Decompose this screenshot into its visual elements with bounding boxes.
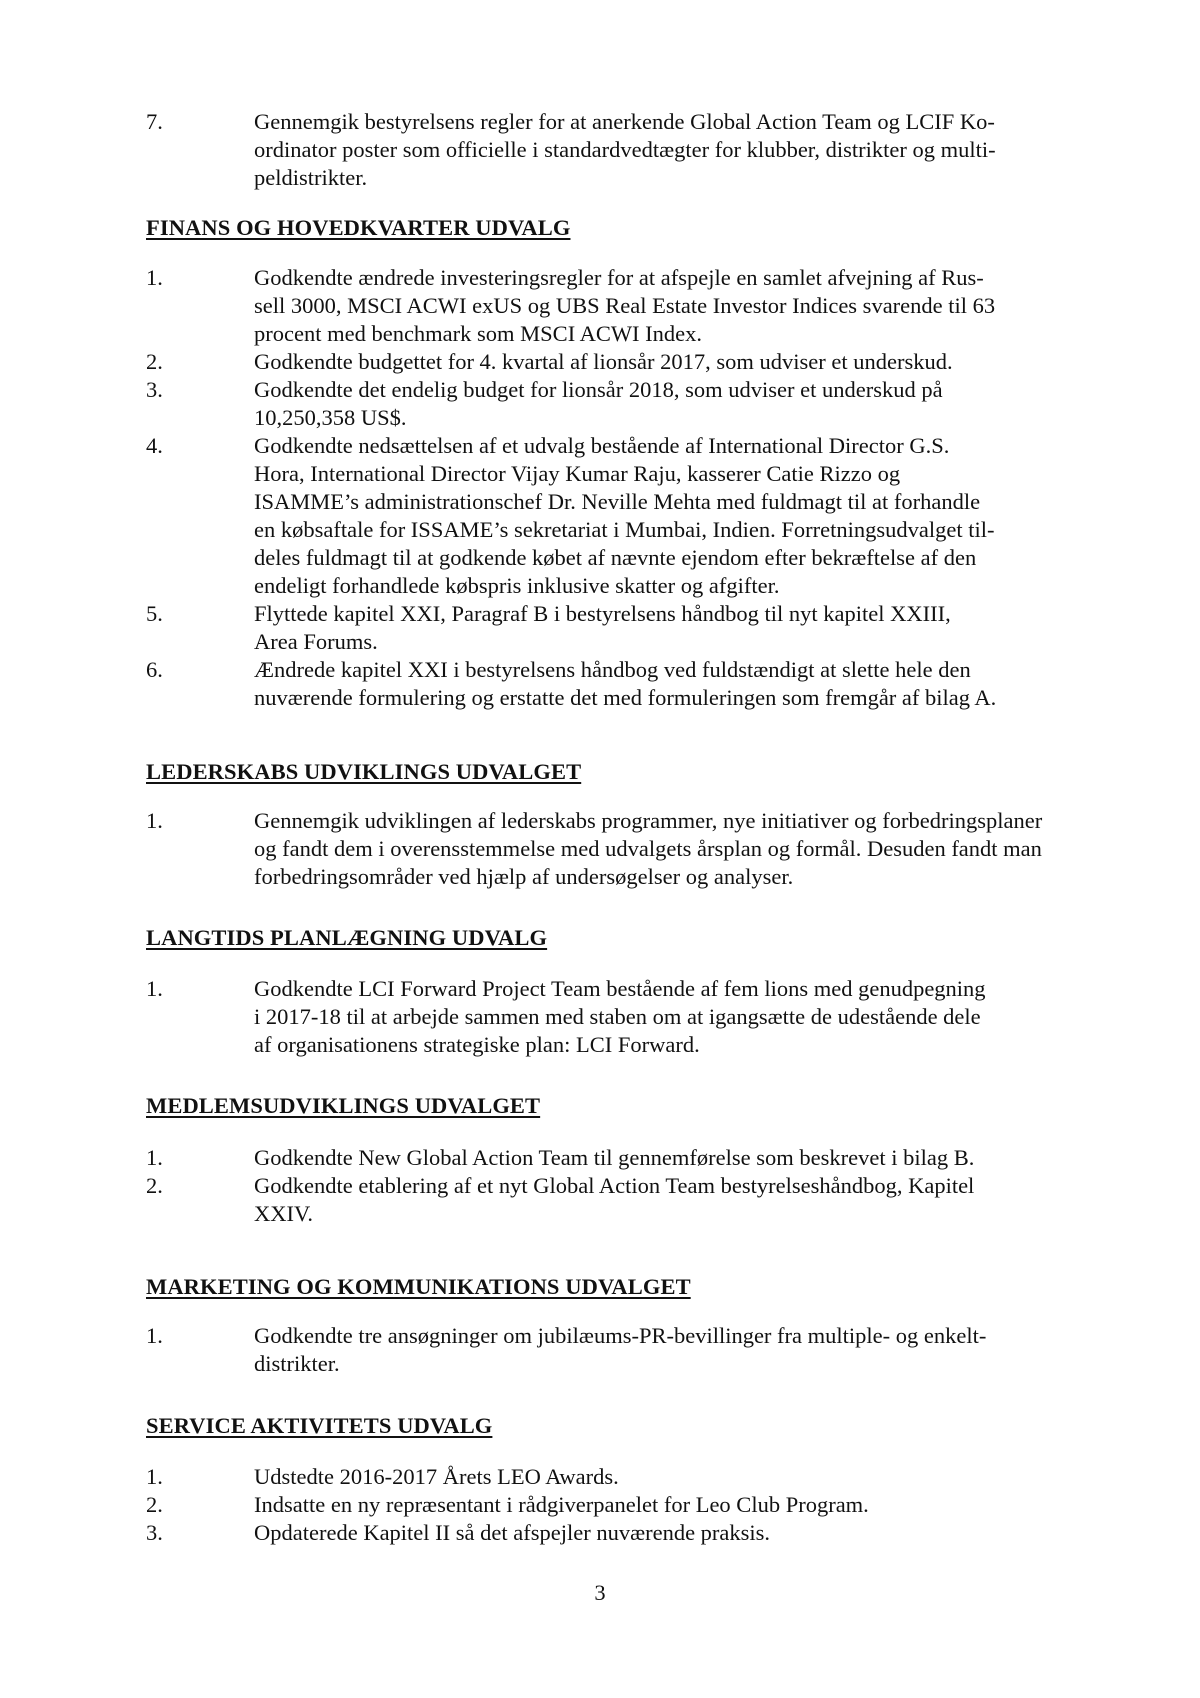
item-number: 5. <box>146 601 163 626</box>
item-text: Godkendte ændrede investeringsregler for at afspejle en samlet afvejning af Rus- sell 3000, MSCI ACWI exUS og UBS Real Estate Investor Indices svarende til 63 procent med benchmark som MSCI ACWI Index. <box>254 265 996 346</box>
item-number: 3. <box>146 1520 163 1545</box>
section-heading-medlems: MEDLEMSUDVIKLINGS UDVALGET <box>146 1093 541 1118</box>
item-text: Godkendte budgettet for 4. kvartal af lionsår 2017, som udviser et underskud. <box>254 349 953 374</box>
item-number: 1. <box>146 1323 163 1348</box>
item-text: Godkendte LCI Forward Project Team bestående af fem lions med genudpegning i 2017-18 til at arbejde sammen med staben om at igangsætte de udestående dele af organisationens strategiske plan: LCI Forward. <box>254 976 986 1057</box>
item-text: Flyttede kapitel XXI, Paragraf B i bestyrelsens håndbog til nyt kapitel XXIII, Area Forums. <box>254 601 951 654</box>
section-heading-service: SERVICE AKTIVITETS UDVALG <box>146 1413 493 1438</box>
item-number: 3. <box>146 377 163 402</box>
item-number: 2. <box>146 349 163 374</box>
item-text: Indsatte en ny repræsentant i rådgiverpanelet for Leo Club Program. <box>254 1492 869 1517</box>
item-text: Gennemgik udviklingen af lederskabs programmer, nye initiativer og forbedringsplaner og fandt dem i overensstemmelse med udvalgets årsplan og formål. Desuden fandt man forbedringsområder ved hjælp af undersøgelser og analyser. <box>254 808 1043 889</box>
item-number: 1. <box>146 265 163 290</box>
section-heading-lederskabs: LEDERSKABS UDVIKLINGS UDVALGET <box>146 759 582 784</box>
section-heading-marketing: MARKETING OG KOMMUNIKATIONS UDVALGET <box>146 1274 691 1299</box>
item-text: Godkendte tre ansøgninger om jubilæums-PR-bevillinger fra multiple- og enkelt- distrikter. <box>254 1323 987 1376</box>
item-number: 2. <box>146 1492 163 1517</box>
item-text: Godkendte etablering af et nyt Global Action Team bestyrelseshåndbog, Kapitel XXIV. <box>254 1173 975 1226</box>
section-heading-finans: FINANS OG HOVEDKVARTER UDVALG <box>146 215 571 240</box>
item-text: Godkendte det endelig budget for lionsår 2018, som udviser et underskud på 10,250,358 US$. <box>254 377 943 430</box>
item-text: Godkendte New Global Action Team til gennemførelse som beskrevet i bilag B. <box>254 1145 975 1170</box>
item-number: 1. <box>146 808 163 833</box>
item-number: 6. <box>146 657 163 682</box>
item-text: Godkendte nedsættelsen af et udvalg bestående af International Director G.S. Hora, International Director Vijay Kumar Raju, kasserer Catie Rizzo og ISAMME’s administrationschef Dr. Neville Mehta med fuldmagt til at forhandle en købsaftale for ISSAME’s sekretariat i Mumbai, Indien. Forretningsudvalget til- deles fuldmagt til at godkende købet af nævnte ejendom efter bekræftelse af den endeligt forhandlede købspris inklusive skatter og afgifter. <box>254 433 995 598</box>
item-number: 1. <box>146 976 163 1001</box>
item-number: 7. <box>146 109 163 134</box>
item-text: Gennemgik bestyrelsens regler for at anerkende Global Action Team og LCIF Ko- ordinator poster som officielle i standardvedtægter for klubber, distrikter og multi- peldistrikter. <box>254 109 996 190</box>
item-text: Ændrede kapitel XXI i bestyrelsens håndbog ved fuldstændigt at slette hele den nuværende formulering og erstatte det med formuleringen som fremgår af bilag A. <box>254 657 997 710</box>
section-heading-langtids: LANGTIDS PLANLÆGNING UDVALG <box>146 925 548 950</box>
item-text: Udstedte 2016-2017 Årets LEO Awards. <box>254 1464 619 1489</box>
item-number: 4. <box>146 433 163 458</box>
item-number: 2. <box>146 1173 163 1198</box>
item-number: 1. <box>146 1145 163 1170</box>
page-number: 3 <box>594 1580 606 1605</box>
item-number: 1. <box>146 1464 163 1489</box>
item-text: Opdaterede Kapitel II så det afspejler nuværende praksis. <box>254 1520 771 1545</box>
